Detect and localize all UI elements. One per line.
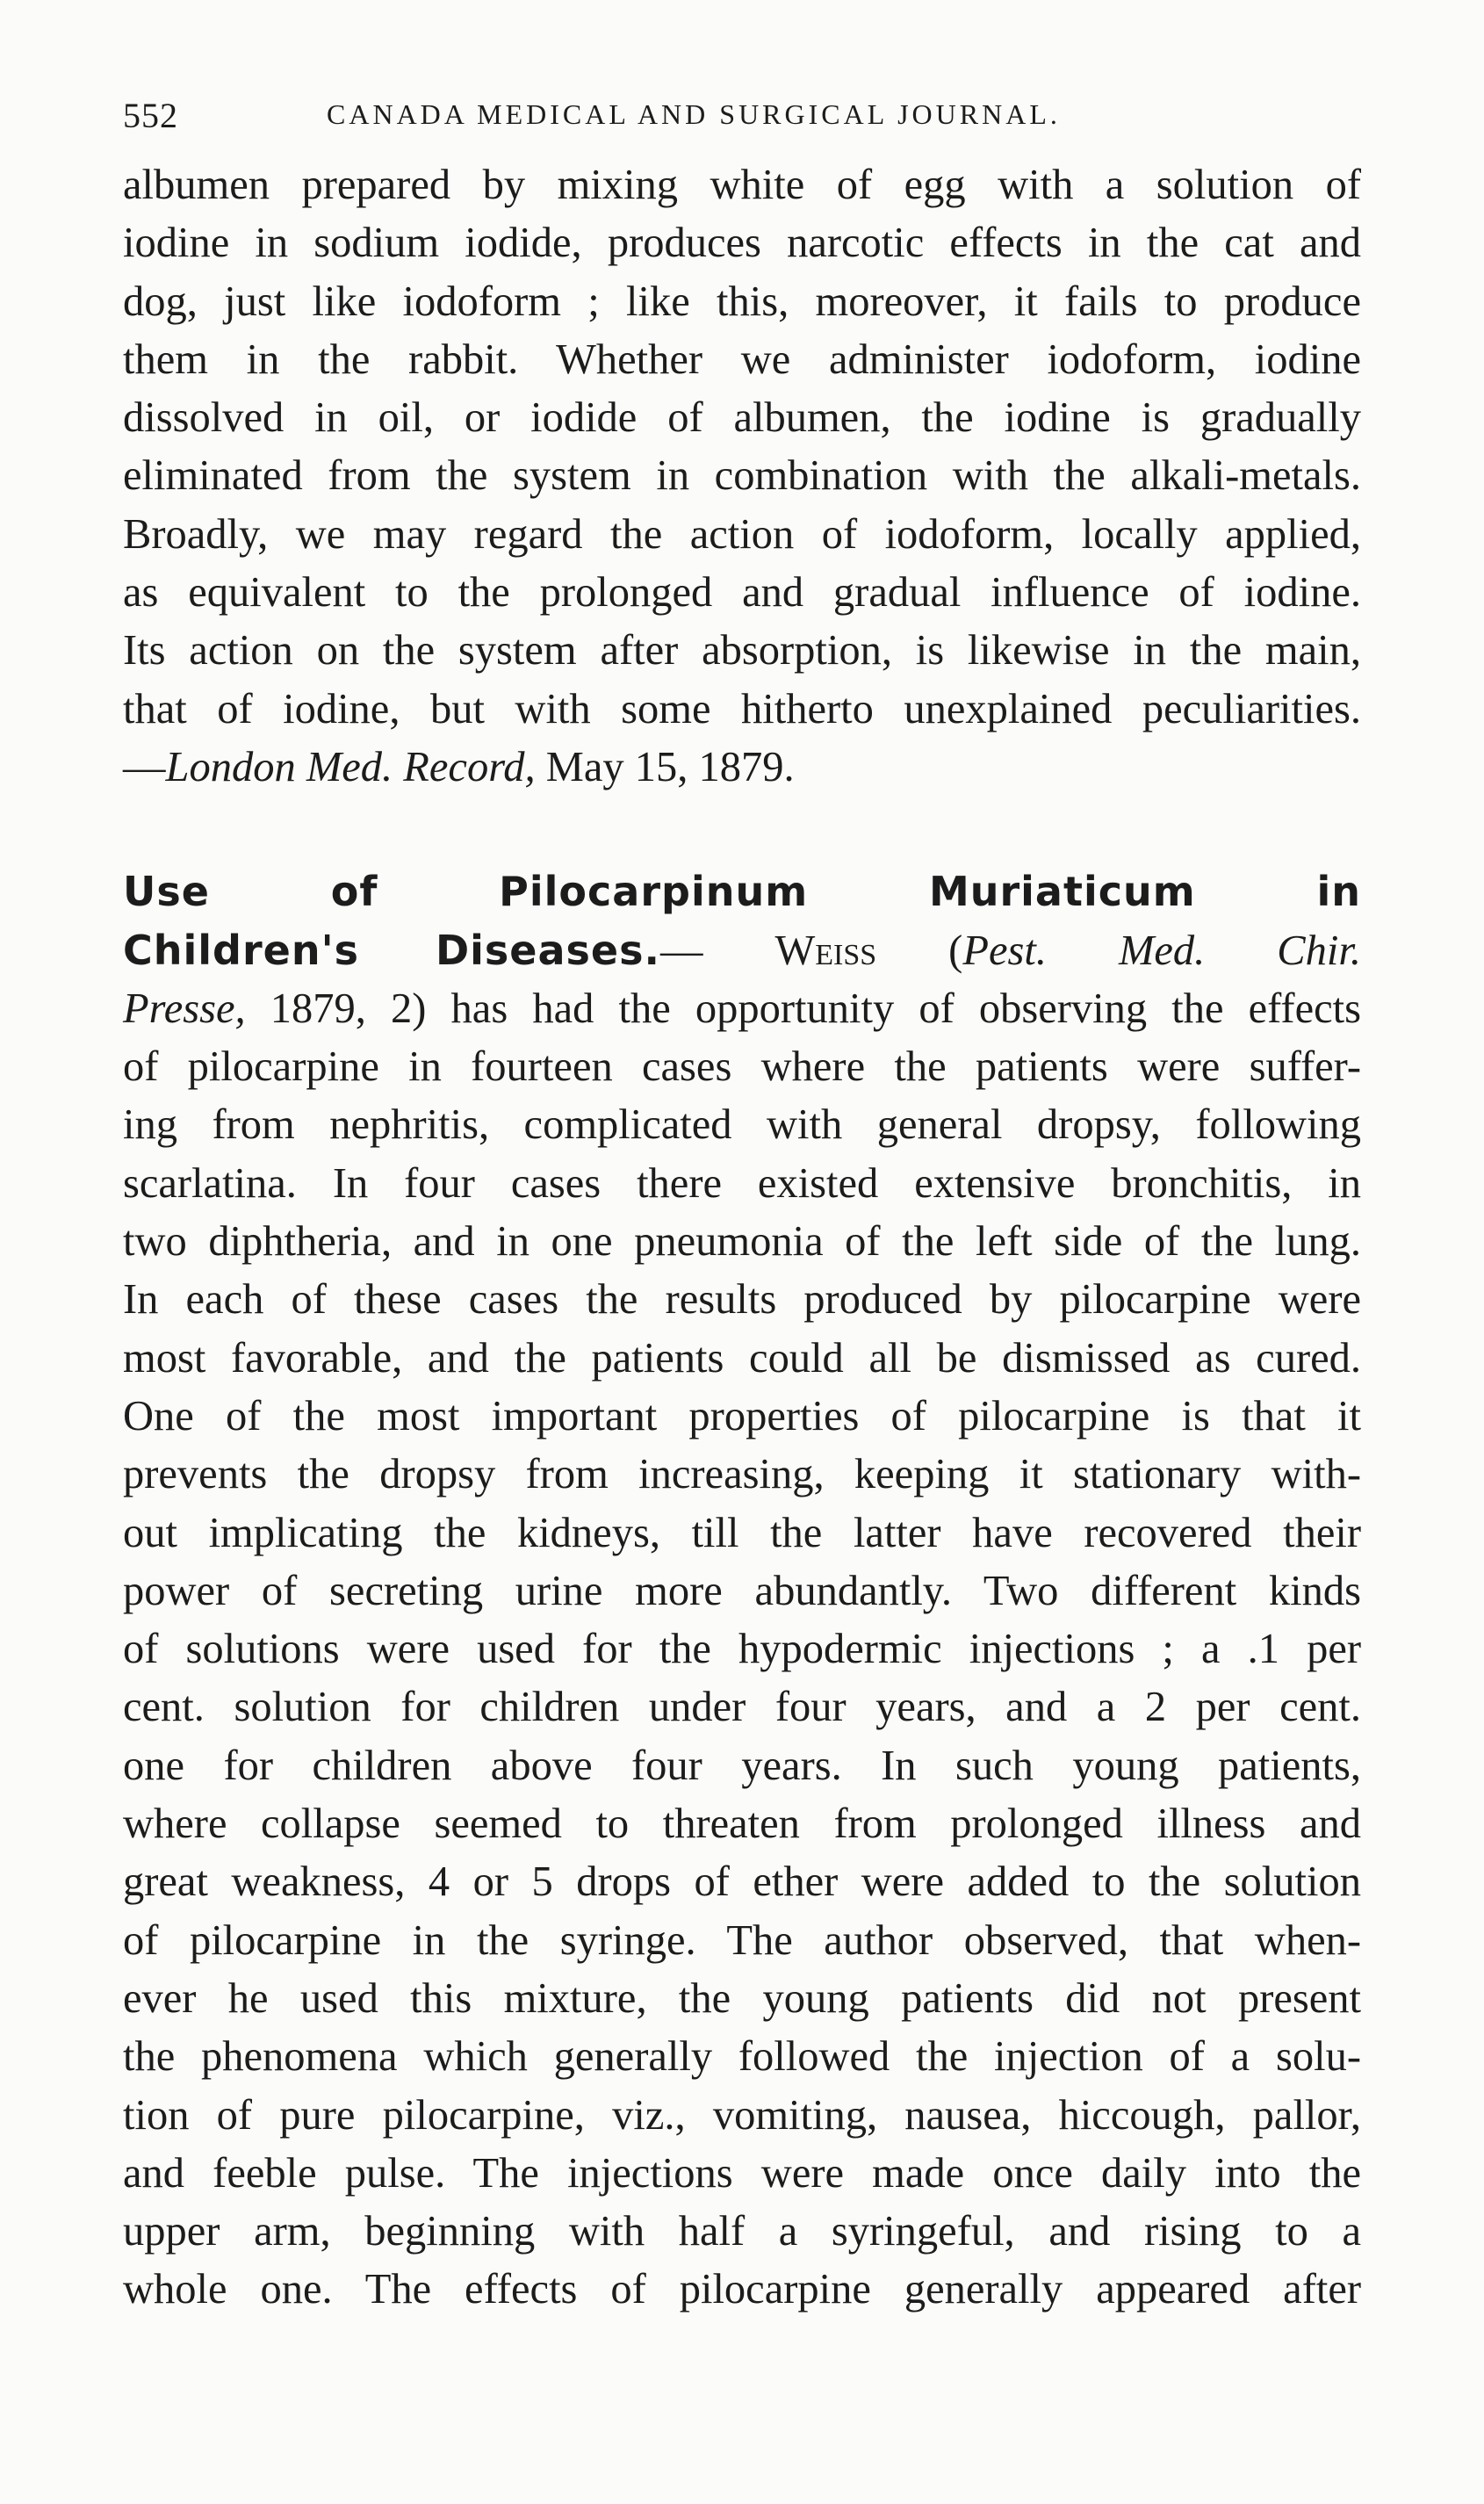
citation-line xyxy=(123,739,1361,797)
text-line: cent. solution for children under four years, and a 2 per cent. xyxy=(123,1684,1361,1731)
article-pilocarpine xyxy=(123,862,1361,2319)
text-line: one for children above four years. In such young patients, xyxy=(123,1742,1361,1789)
text-line: the phenomena which generally followed the injection of a solu- xyxy=(123,2033,1361,2081)
text-line: of pilocarpine in fourteen cases where the patients were suffer- xyxy=(123,1043,1361,1091)
text-line: Broadly, we may regard the action of iodoform, locally applied, xyxy=(123,510,1361,558)
text-line: where collapse seemed to threaten from prolonged illness and xyxy=(123,1800,1361,1848)
citation-date: May 15, 1879. xyxy=(535,743,795,790)
text-line: upper arm, beginning with half a syringeful, and rising to a xyxy=(123,2208,1361,2255)
text-line: prevents the dropsy from increasing, keeping it stationary with- xyxy=(123,1451,1361,1498)
text-line: most favorable, and the patients could all be dismissed as cured. xyxy=(123,1334,1361,1382)
text-line: two diphtheria, and in one pneumonia of the left side of the lung. xyxy=(123,1218,1361,1266)
ref-open: ( xyxy=(876,927,963,974)
text-line: out implicating the kidneys, till the latter have recovered their xyxy=(123,1509,1361,1556)
text-line: albumen prepared by mixing white of egg with a solution of xyxy=(123,162,1361,208)
page-header xyxy=(123,95,1361,156)
text-line: iodine in sodium iodide, produces narcotic effects in the cat and xyxy=(123,220,1361,267)
text-line: dissolved in oil, or iodide of albumen, the iodine is gradually xyxy=(123,394,1361,442)
text-line: of pilocarpine in the syringe. The author observed, that when- xyxy=(123,1916,1361,1964)
text-line: In each of these cases the results produced by pilocarpine were xyxy=(123,1276,1361,1324)
text-line: Its action on the system after absorption, is likewise in the main, xyxy=(123,627,1361,675)
journal-page xyxy=(123,95,1361,2320)
text-line: One of the most important properties of pilocarpine is that it xyxy=(123,1392,1361,1440)
heading-line-2 xyxy=(123,921,1361,980)
page-body xyxy=(123,156,1361,2320)
reference-journal-cont: Presse, xyxy=(123,985,246,1032)
article-heading: Use of Pilocarpinum Muriaticum in xyxy=(123,868,1361,916)
text-line: dog, just like iodoform ; like this, moreover, it fails to produce xyxy=(123,278,1361,325)
text-line: power of secreting urine more abundantly. Two different kinds xyxy=(123,1567,1361,1614)
paragraph-iodoform xyxy=(123,156,1361,797)
text-line xyxy=(123,980,1361,1038)
author-dash: — xyxy=(659,927,775,974)
text-line: as equivalent to the prolonged and gradual influence of iodine. xyxy=(123,569,1361,617)
reference-journal: Pest. Med. Chir. xyxy=(962,927,1361,974)
citation-source: London Med. Record, xyxy=(165,743,536,790)
reference-rest: 1879, 2) has had the opportunity of observing the effects xyxy=(245,985,1361,1032)
text-line: ing from nephritis, complicated with general dropsy, following xyxy=(123,1101,1361,1149)
text-line: great weakness, 4 or 5 drops of ether were added to the solution xyxy=(123,1858,1361,1906)
running-title: CANADA MEDICAL AND SURGICAL JOURNAL. xyxy=(327,98,1061,130)
text-line: scarlatina. In four cases there existed extensive bronchitis, in xyxy=(123,1159,1361,1207)
section-gap xyxy=(123,797,1361,862)
text-line: and feeble pulse. The injections were made once daily into the xyxy=(123,2149,1361,2197)
citation-dash: — xyxy=(123,743,166,790)
text-line: them in the rabbit. Whether we administer iodoform, iodine xyxy=(123,336,1361,383)
text-line: eliminated from the system in combination with the alkali-metals. xyxy=(123,452,1361,500)
text-line: ever he used this mixture, the young patients did not present xyxy=(123,1974,1361,2022)
text-line: tion of pure pilocarpine, viz., vomiting, nausea, hiccough, pallor, xyxy=(123,2091,1361,2139)
article-heading-cont: Children's Diseases. xyxy=(123,926,660,974)
text-line: whole one. The effects of pilocarpine generally appeared after xyxy=(123,2266,1361,2313)
text-line: of solutions were used for the hypodermic injections ; a .1 per xyxy=(123,1626,1361,1673)
author-name: Weiss xyxy=(774,927,877,974)
text-line: that of iodine, but with some hitherto unexplained peculiarities. xyxy=(123,685,1361,732)
page-number: 552 xyxy=(123,96,178,135)
